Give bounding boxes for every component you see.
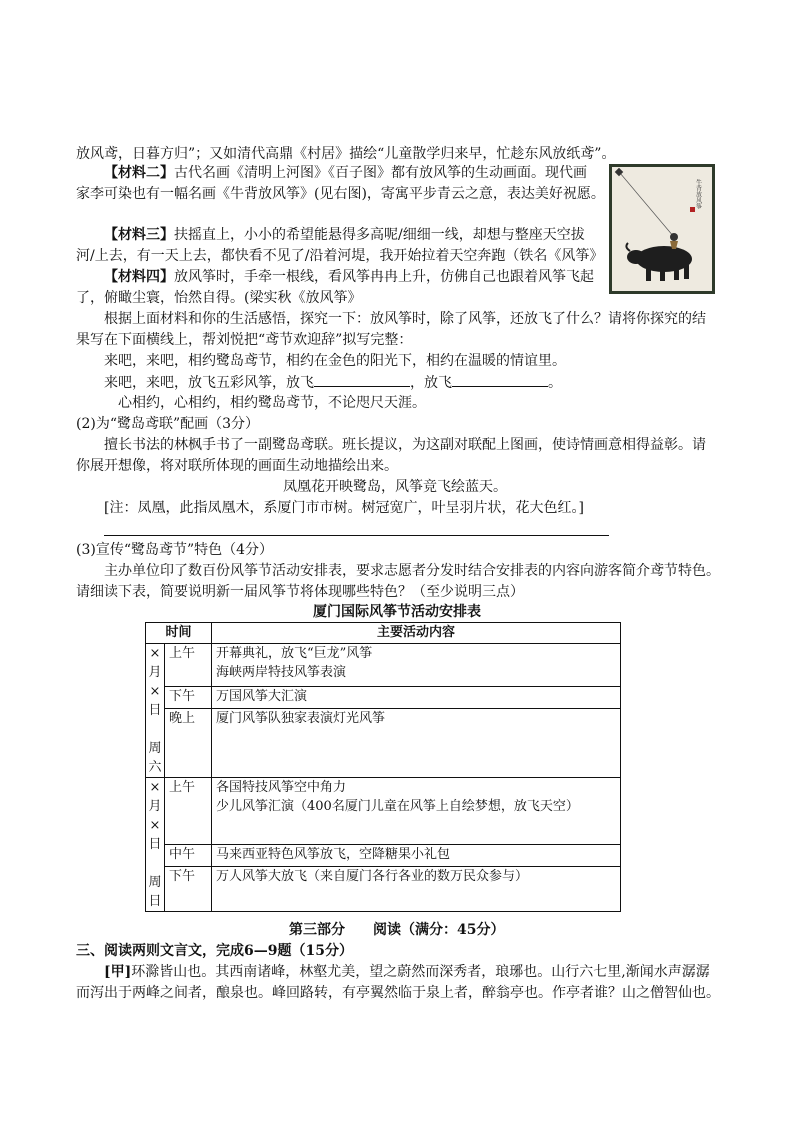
activity-cell: 万人风筝大放飞（来自厦门各行各业的数万民众参与） — [212, 866, 621, 911]
material-4-line-2: 了，俯瞰尘寰，怡然自得。(梁实秋《放风筝》 — [76, 290, 362, 306]
couplet: 凤凰花开映鹭岛，风筝竞飞绘蓝天。 — [283, 479, 507, 495]
question-3-line-1: 主办单位印了数百份风筝节活动安排表，要求志愿者分发时结合安排表的内容向游客简介鸢节特色。 — [104, 563, 720, 579]
day-1-date-cell: × 月 × 日 周 六 — [146, 644, 165, 778]
buffalo-kite-illustration — [612, 167, 712, 291]
material-tag: 【材料三】 — [104, 227, 174, 243]
kite-string — [620, 173, 674, 237]
classical-text-line-1 — [104, 962, 710, 982]
table-row — [146, 866, 621, 911]
day-2-date-cell: × 月 × 日 周 日 — [146, 778, 165, 912]
time-slot: 上午 — [165, 778, 212, 845]
material-tag: 【材料二】 — [104, 165, 174, 181]
activity-cell: 万国风筝大汇演 — [212, 686, 621, 708]
answer-line[interactable] — [104, 535, 609, 536]
question-3-line-2: 请细读下表，简要说明新一届风筝节将体现哪些特色？（至少说明三点） — [76, 584, 524, 600]
passage-text: 环滁皆山也。其西南诸峰，林壑尤美，望之蔚然而深秀者，琅琊也。山行六七里,渐闻水声潺潺 — [131, 964, 710, 980]
question-2-heading: (2)为“鹭岛鸢联”配画（3分） — [76, 416, 260, 432]
time-slot: 中午 — [165, 845, 212, 867]
question-2-line-2: 你展开想像，将对联所体现的画面生动地描绘出来。 — [76, 458, 398, 474]
answer-blank-1[interactable] — [314, 372, 410, 387]
table-header-row — [146, 623, 621, 644]
part-3-heading: 第三部分 阅读（满分：45分） — [289, 922, 505, 938]
table-title: 厦门国际风筝节活动安排表 — [313, 604, 481, 620]
table-row — [146, 644, 621, 687]
classical-text-line-2: 而泻出于两峰之间者，酿泉也。峰回路转，有亭翼然临于泉上者，醉翁亭也。作亭者谁？山之僧智仙也。 — [76, 985, 720, 1001]
couplet-note: [注：凤凰，此指凤凰木，系厦门市市树。树冠宽广，叶呈羽片状，花大色红。] — [104, 500, 584, 516]
material-3-line-2: 河/上去，有一天上去，都快看不见了/沿着河堤，我开始拉着天空奔跑（铁名《风筝》 — [76, 248, 604, 264]
activity-cell: 开幕典礼，放飞“巨龙”风筝 海峡两岸特技风筝表演 — [212, 644, 621, 687]
material-text: 放风筝时，手牵一根线，看风筝冉冉上升，仿佛自己也跟着风筝飞起 — [174, 269, 594, 285]
buffalo-head — [627, 250, 645, 264]
body-text: 放风鸢，日暮方归”；又如清代高鼎《村居》描绘“儿童散学归来早，忙趁东风放纸鸢”。 — [76, 146, 616, 162]
seal-stamp — [690, 207, 695, 212]
task-line-1: 根据上面材料和你的生活感悟，探究一下：放风筝时，除了风筝，还放飞了什么？请将你探究的结 — [104, 311, 706, 327]
header-content: 主要活动内容 — [212, 623, 621, 644]
activity-cell: 厦门风筝队独家表演灯光风筝 — [212, 708, 621, 777]
passage-tag: [甲] — [104, 964, 132, 980]
table-row — [146, 845, 621, 867]
material-3-line-1 — [104, 225, 585, 245]
activity-cell: 马来西亚特色风筝放飞，空降糖果小礼包 — [212, 845, 621, 867]
time-slot: 下午 — [165, 686, 212, 708]
boy-head — [670, 233, 678, 241]
material-2-line-1 — [104, 163, 587, 183]
task-line-2: 果写在下面横线上，帮刘悦把“鸢节欢迎辞”拟写完整： — [76, 332, 413, 348]
table-row — [146, 686, 621, 708]
question-3-heading: (3)宣传“鹭岛鸢节”特色（4分） — [76, 542, 274, 558]
time-slot: 晚上 — [165, 708, 212, 777]
header-time: 时间 — [146, 623, 212, 644]
time-slot: 下午 — [165, 866, 212, 911]
kite-painting-image — [609, 164, 715, 294]
poem-line-1: 来吧，来吧，相约鹭岛鸢节，相约在金色的阳光下，相约在温暖的情谊里。 — [104, 353, 566, 369]
material-text: 古代名画《清明上河图》《百子图》都有放风筝的生动画面。现代画 — [174, 165, 587, 181]
poem-text: 来吧，来吧，放飞五彩风筝，放飞 — [104, 375, 314, 391]
table-row — [146, 778, 621, 845]
poem-line-3: 心相约，心相约，相约鹭岛鸢节，不论咫尺天涯。 — [118, 395, 426, 411]
poem-text: ，放飞 — [410, 375, 452, 391]
section-heading: 三、阅读两则文言文，完成6—9题（15分） — [76, 943, 353, 959]
painting-inscription: 牛背放风筝 — [694, 179, 702, 209]
material-2-line-2: 家李可染也有一幅名画《牛背放风筝》(见右图)，寄寓平步青云之意，表达美好祝愿。 — [76, 186, 605, 202]
poem-line-2 — [104, 372, 562, 393]
schedule-table — [145, 622, 621, 912]
poem-text: 。 — [548, 375, 562, 391]
material-4-line-1 — [104, 267, 594, 287]
activity-cell: 各国特技风筝空中角力 少儿风筝汇演（400名厦门儿童在风筝上自绘梦想，放飞天空） — [212, 778, 621, 845]
material-tag: 【材料四】 — [104, 269, 174, 285]
answer-blank-2[interactable] — [452, 372, 548, 387]
material-text: 扶摇直上，小小的希望能悬得多高呢/细细一线，却想与整座天空拔 — [174, 227, 585, 243]
time-slot: 上午 — [165, 644, 212, 687]
table-row — [146, 708, 621, 777]
question-2-line-1: 擅长书法的林枫手书了一副鹭岛鸢联。班长提议，为这副对联配上图画，使诗情画意相得益彰。请 — [104, 437, 706, 453]
